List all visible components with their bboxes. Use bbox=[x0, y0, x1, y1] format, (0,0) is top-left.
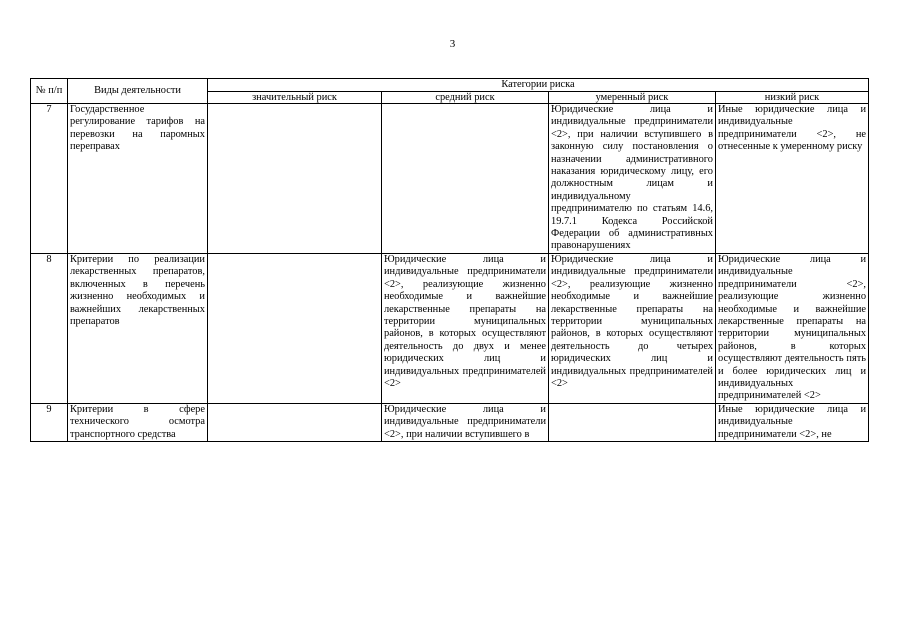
row-number: 7 bbox=[31, 104, 68, 254]
table-row bbox=[31, 253, 869, 403]
header-activity: Виды деятельности bbox=[68, 79, 208, 104]
significant-risk-cell bbox=[208, 403, 382, 441]
significant-risk-cell bbox=[208, 253, 382, 403]
table-row bbox=[31, 403, 869, 441]
header-significant-risk: значительный риск bbox=[208, 91, 382, 104]
medium-risk-cell: Юридические лица и индивидуальные предприниматели <2>, при наличии вступившего в bbox=[382, 403, 549, 441]
low-risk-cell: Иные юридические лица и индивидуальные предприниматели <2>, не bbox=[716, 403, 869, 441]
table-row bbox=[31, 104, 869, 254]
activity-cell: Государственное регулирование тарифов на перевозки на паромных переправах bbox=[68, 104, 208, 254]
medium-risk-cell: Юридические лица и индивидуальные предприниматели <2>, реализующие жизненно необходимые и важнейшие лекарственные препараты на территории муниципальных районов, в которых осуществляют деятельность до двух и менее юридических лиц и индивидуальных предпринимателей <2> bbox=[382, 253, 549, 403]
header-moderate-risk: умеренный риск bbox=[549, 91, 716, 104]
moderate-risk-cell: Юридические лица и индивидуальные предприниматели <2>, реализующие жизненно необходимые и важнейшие лекарственные препараты на территории муниципальных районов, в которых осуществляют деятельность до четырех юридических лиц и индивидуальных предпринимателей <2> bbox=[549, 253, 716, 403]
header-low-risk: низкий риск bbox=[716, 91, 869, 104]
moderate-risk-cell bbox=[549, 403, 716, 441]
significant-risk-cell bbox=[208, 104, 382, 254]
page-number: 3 bbox=[449, 38, 456, 50]
header-number: № п/п bbox=[31, 79, 68, 104]
activity-cell: Критерии по реализации лекарственных препаратов, включенных в перечень жизненно необходимых и важнейших лекарственных препаратов bbox=[68, 253, 208, 403]
low-risk-cell: Иные юридические лица и индивидуальные предприниматели <2>, не отнесенные к умеренному риску bbox=[716, 104, 869, 254]
low-risk-cell: Юридические лица и индивидуальные предприниматели <2>, реализующие жизненно необходимые и важнейшие лекарственные препараты на территории муниципальных районов, в которых осуществляют деятельность пять и более юридических лиц и индивидуальных предпринимателей <2> bbox=[716, 253, 869, 403]
risk-categories-table bbox=[30, 78, 869, 442]
moderate-risk-cell: Юридические лица и индивидуальные предприниматели <2>, при наличии вступившего в законную силу постановления о назначении административного наказания юридическому лицу, его должностным лицам и индивидуальному предпринимателю по статьям 14.6, 19.7.1 Кодекса Российской Федерации об административных правонарушениях bbox=[549, 104, 716, 254]
header-medium-risk: средний риск bbox=[382, 91, 549, 104]
row-number: 9 bbox=[31, 403, 68, 441]
header-risk-categories: Категории риска bbox=[208, 79, 869, 92]
row-number: 8 bbox=[31, 253, 68, 403]
activity-cell: Критерии в сфере технического осмотра транспортного средства bbox=[68, 403, 208, 441]
medium-risk-cell bbox=[382, 104, 549, 254]
table-header-row bbox=[31, 79, 869, 92]
